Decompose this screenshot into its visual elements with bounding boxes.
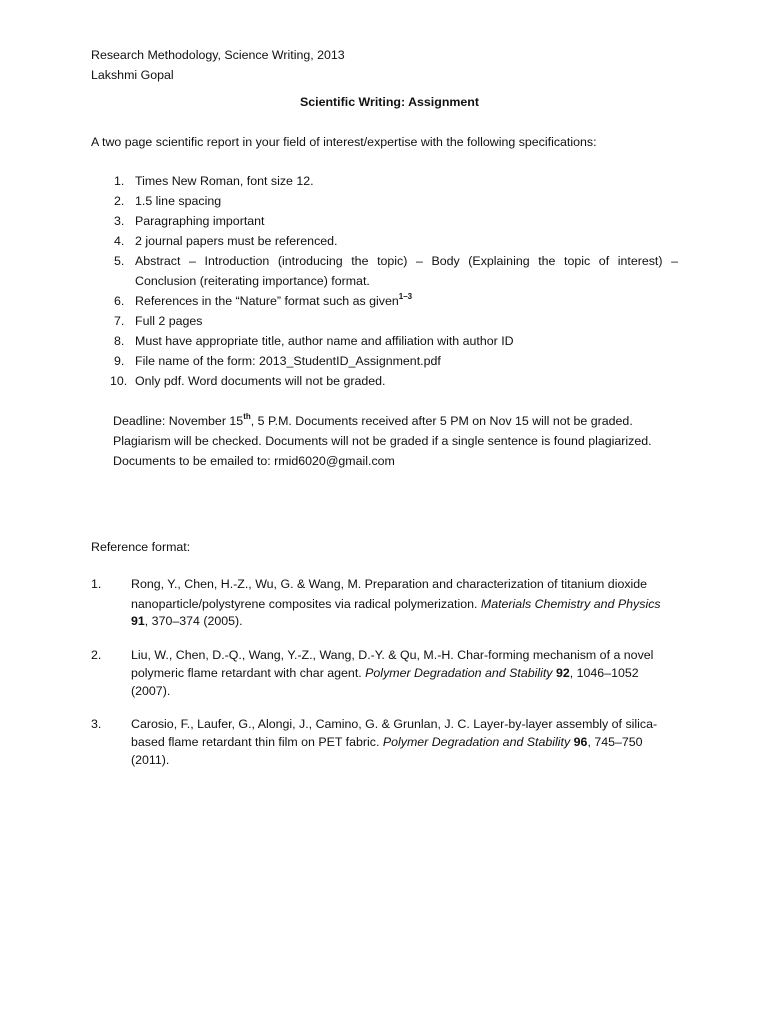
course-line: Research Methodology, Science Writing, 2013 <box>91 48 345 62</box>
reference-line: Carosio, F., Laufer, G., Alongi, J., Camino, G. & Grunlan, J. C. Layer-by-layer assembly of silica- <box>131 717 658 731</box>
spec-number: 2. <box>114 194 125 208</box>
spec-number: 5. <box>114 254 125 268</box>
spec-number: 8. <box>114 334 125 348</box>
reference-title: polymeric flame retardant with char agent. <box>131 666 366 680</box>
reference-volume: 96 <box>573 735 588 749</box>
spec-number: 6. <box>114 294 125 308</box>
reference-line: Rong, Y., Chen, H.-Z., Wu, G. & Wang, M. Preparation and characterization of titanium dioxide <box>131 577 648 591</box>
spec-item: Full 2 pages <box>135 314 203 328</box>
spec-number: 3. <box>114 214 125 228</box>
reference-number: 1. <box>91 577 102 591</box>
deadline-superscript: th <box>243 412 251 421</box>
reference-line <box>131 614 243 628</box>
reference-number: 2. <box>91 648 102 662</box>
spec-item: Must have appropriate title, author name and affiliation with author ID <box>135 334 514 348</box>
spec-item-line: Abstract – Introduction (introducing the topic) – Body (Explaining the topic of interest) – <box>135 254 678 268</box>
reference-line <box>131 597 661 611</box>
spec-item: 2 journal papers must be referenced. <box>135 234 338 248</box>
spec-item: 1.5 line spacing <box>135 194 222 208</box>
spec-item <box>135 294 412 308</box>
deadline-suffix: , 5 P.M. Documents received after 5 PM on Nov 15 will not be graded. <box>250 414 633 428</box>
reference-title: nanoparticle/polystyrene composites via radical polymerization. <box>131 597 481 611</box>
spec-number: 4. <box>114 234 125 248</box>
intro-text: A two page scientific report in your field of interest/expertise with the following specifications: <box>91 135 597 149</box>
spec-number: 9. <box>114 354 125 368</box>
reference-number: 3. <box>91 717 102 731</box>
plagiarism-line: Plagiarism will be checked. Documents will not be graded if a single sentence is found plagiarized. <box>113 434 652 448</box>
reference-line <box>131 735 643 749</box>
reference-title: based flame retardant thin film on PET fabric. <box>131 735 383 749</box>
spec-number: 10. <box>110 374 128 388</box>
reference-volume: 91 <box>131 614 145 628</box>
reference-volume: 92 <box>555 666 570 680</box>
deadline-prefix: Deadline: November 15 <box>113 414 244 428</box>
reference-line: (2011). <box>131 753 170 767</box>
reference-pages: , 1046–1052 <box>569 666 639 680</box>
spec-number: 1. <box>114 174 125 188</box>
reference-line: (2007). <box>131 684 171 698</box>
email-line: Documents to be emailed to: rmid6020@gmail.com <box>113 454 395 468</box>
spec-item-text: References in the “Nature” format such as given <box>135 294 399 308</box>
reference-journal: Materials Chemistry and Physics <box>480 597 661 611</box>
spec-item: File name of the form: 2013_StudentID_Assignment.pdf <box>135 354 441 368</box>
reference-heading: Reference format: <box>91 540 191 554</box>
deadline-line <box>113 414 633 428</box>
reference-pages: , 370–374 (2005). <box>144 614 243 628</box>
reference-line <box>131 666 639 680</box>
spec-item: Only pdf. Word documents will not be graded. <box>135 374 386 388</box>
spec-item: Times New Roman, font size 12. <box>135 174 314 188</box>
reference-journal: Polymer Degradation and Stability <box>382 735 571 749</box>
reference-pages: , 745–750 <box>587 735 643 749</box>
reference-journal: Polymer Degradation and Stability <box>365 666 553 680</box>
spec-item: Paragraphing important <box>135 214 265 228</box>
spec-item-line: Conclusion (reiterating importance) format. <box>135 274 370 288</box>
citation-superscript: 1–3 <box>398 292 413 301</box>
reference-line: Liu, W., Chen, D.-Q., Wang, Y.-Z., Wang, D.-Y. & Qu, M.-H. Char-forming mechanism of a novel <box>131 648 654 662</box>
spec-number: 7. <box>114 314 125 328</box>
author-line: Lakshmi Gopal <box>91 68 174 82</box>
document-title: Scientific Writing: Assignment <box>300 95 479 109</box>
